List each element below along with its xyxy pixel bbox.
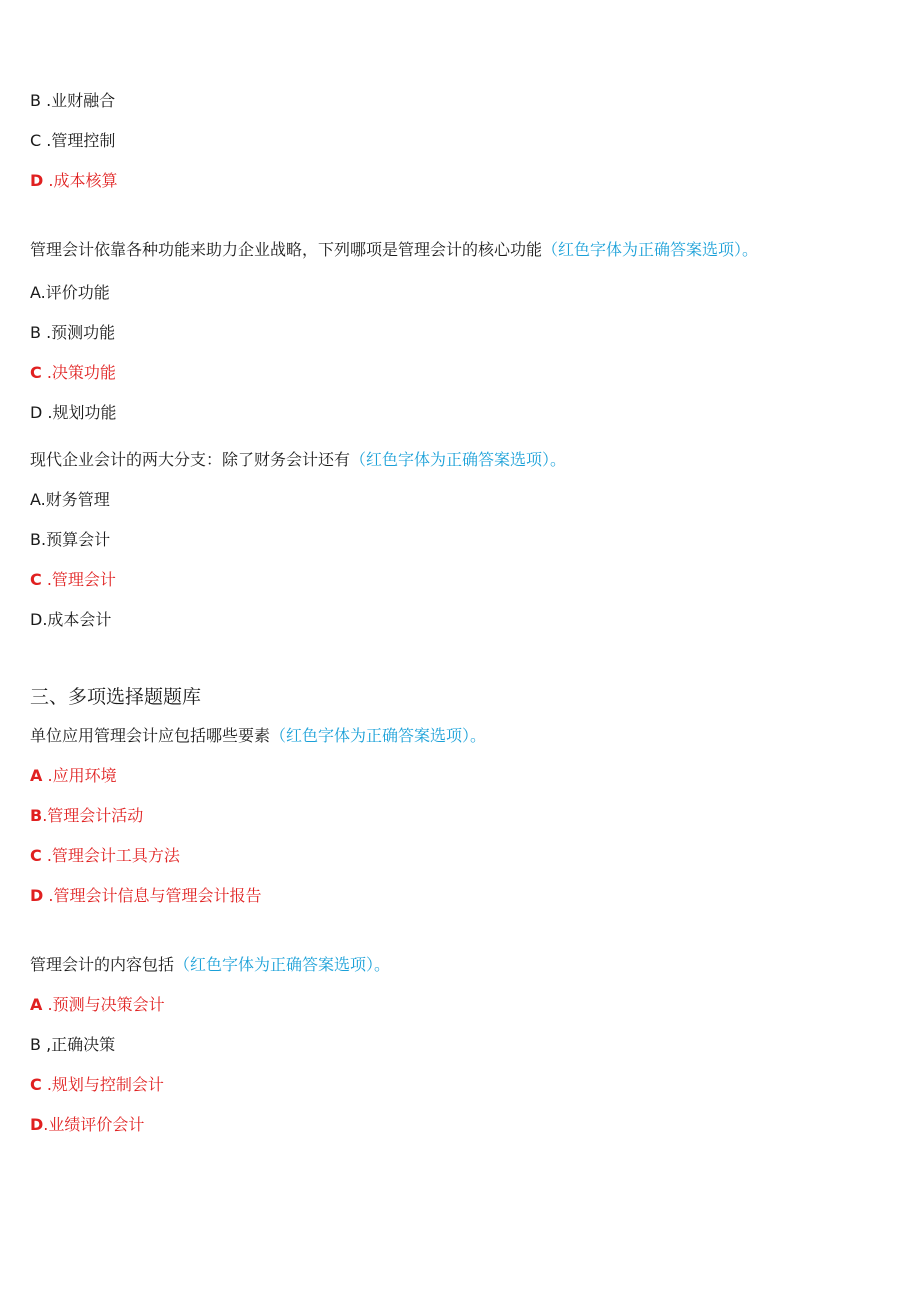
option-c: C .管理控制 [30, 131, 116, 150]
question-3 [30, 725, 486, 747]
question-text: 管理会计的内容包括 [30, 955, 175, 974]
answer-hint: （红色字体为正确答案选项）。 [350, 450, 567, 469]
question-text: 单位应用管理会计应包括哪些要素 [30, 726, 271, 745]
question-4 [30, 954, 390, 976]
question-text: 现代企业会计的两大分支：除了财务会计还有 [30, 450, 351, 469]
option-d-correct: D .管理会计信息与管理会计报告 [30, 886, 262, 905]
section-heading: 三、多项选择题题库 [30, 686, 202, 708]
option-c-correct: C .规划与控制会计 [30, 1075, 164, 1094]
answer-hint: （红色字体为正确答案选项）。 [542, 240, 759, 259]
option-b: B ,正确决策 [30, 1035, 116, 1054]
option-b-correct: B.管理会计活动 [30, 806, 144, 825]
option-a-correct: A .应用环境 [30, 766, 117, 785]
option-d: D.成本会计 [30, 610, 112, 629]
question-text: 管理会计依靠各种功能来助力企业战略，下列哪项是管理会计的核心功能 [30, 240, 543, 259]
option-b: B.预算会计 [30, 530, 111, 549]
option-a: A.评价功能 [30, 283, 110, 302]
option-d-correct: D .成本核算 [30, 171, 118, 190]
question-2 [30, 449, 566, 471]
option-c-correct: C .决策功能 [30, 363, 116, 382]
option-c-correct: C .管理会计工具方法 [30, 846, 180, 865]
option-d-correct: D.业绩评价会计 [30, 1115, 145, 1134]
question-1 [30, 239, 758, 261]
option-a: A.财务管理 [30, 490, 110, 509]
option-d: D .规划功能 [30, 403, 117, 422]
option-a-correct: A .预测与决策会计 [30, 995, 165, 1014]
answer-hint: （红色字体为正确答案选项）。 [174, 955, 391, 974]
option-b: B .预测功能 [30, 323, 116, 342]
answer-hint: （红色字体为正确答案选项）。 [270, 726, 487, 745]
option-c-correct: C .管理会计 [30, 570, 116, 589]
option-b: B .业财融合 [30, 91, 116, 110]
